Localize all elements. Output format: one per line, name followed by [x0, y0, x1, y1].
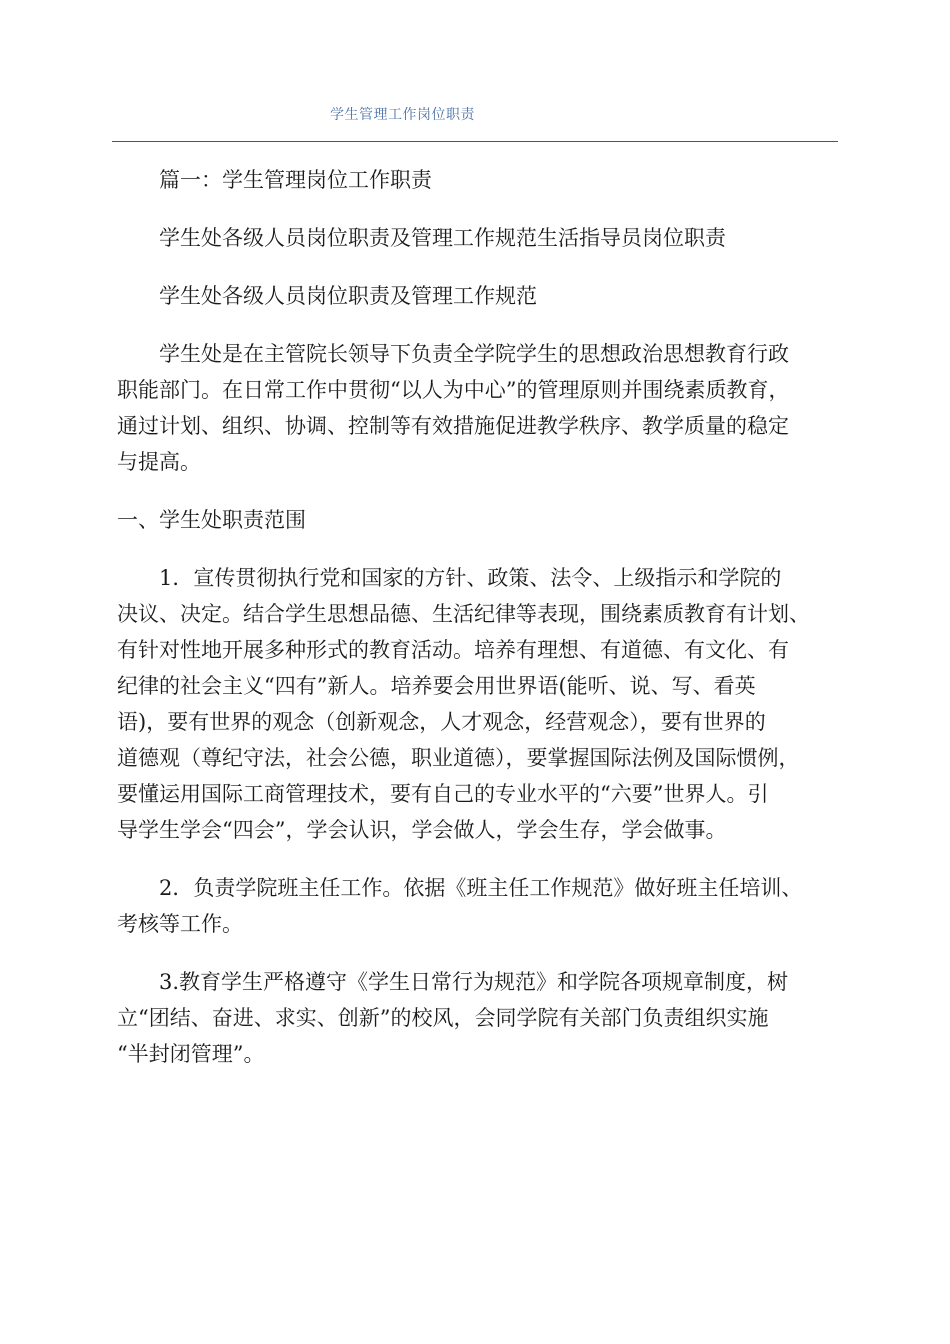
paragraph-intro	[117, 336, 837, 480]
paragraph-section-title	[117, 162, 837, 198]
text-line: 与提高。	[117, 450, 201, 474]
text-line: 立“团结、奋进、求实、创新”的校风，会同学院有关部门负责组织实施	[117, 1006, 769, 1030]
text-line: 道德观（尊纪守法，社会公德，职业道德），要掌握国际法例及国际惯例，	[117, 746, 800, 770]
text-line: 一、学生处职责范围	[117, 508, 306, 532]
section-heading	[117, 502, 837, 538]
text-line: 2．负责学院班主任工作。依据《班主任工作规范》做好班主任培训、	[159, 876, 803, 900]
text-line: 学生处是在主管院长领导下负责全学院学生的思想政治思想教育行政	[159, 342, 789, 366]
text-line: “半封闭管理”。	[117, 1042, 265, 1066]
text-line: 通过计划、组织、协调、控制等有效措施促进教学秩序、教学质量的稳定	[117, 414, 789, 438]
text-line: 篇一：学生管理岗位工作职责	[159, 168, 432, 192]
document-body	[117, 162, 837, 1094]
text-line: 学生处各级人员岗位职责及管理工作规范生活指导员岗位职责	[159, 226, 726, 250]
header-divider	[112, 141, 838, 142]
paragraph-item-1	[117, 560, 837, 848]
paragraph-subtitle	[117, 278, 837, 314]
paragraph-item-3	[117, 964, 837, 1072]
text-line: 职能部门。在日常工作中贯彻“以人为中心”的管理原则并围绕素质教育，	[117, 378, 790, 402]
text-line: 要懂运用国际工商管理技术，要有自己的专业水平的“六要”世界人。引	[117, 782, 769, 806]
paragraph-item-2	[117, 870, 837, 942]
text-line: 有针对性地开展多种形式的教育活动。培养有理想、有道德、有文化、有	[117, 638, 789, 662]
text-line: 3.教育学生严格遵守《学生日常行为规范》和学院各项规章制度，树	[159, 970, 789, 994]
text-line: 学生处各级人员岗位职责及管理工作规范	[159, 284, 537, 308]
paragraph-subtitle	[117, 220, 837, 256]
text-line: 导学生学会“四会”，学会认识，学会做人，学会生存，学会做事。	[117, 818, 727, 842]
text-line: 纪律的社会主义“四有”新人。培养要会用世界语(能听、说、写、看英	[117, 674, 756, 698]
running-header: 学生管理工作岗位职责	[330, 107, 475, 123]
text-line: 考核等工作。	[117, 912, 243, 936]
text-line: 语)，要有世界的观念（创新观念，人才观念，经营观念），要有世界的	[117, 710, 766, 734]
text-line: 决议、决定。结合学生思想品德、生活纪律等表现，围绕素质教育有计划、	[117, 602, 810, 626]
text-line: 1．宣传贯彻执行党和国家的方针、政策、法令、上级指示和学院的	[159, 566, 782, 590]
